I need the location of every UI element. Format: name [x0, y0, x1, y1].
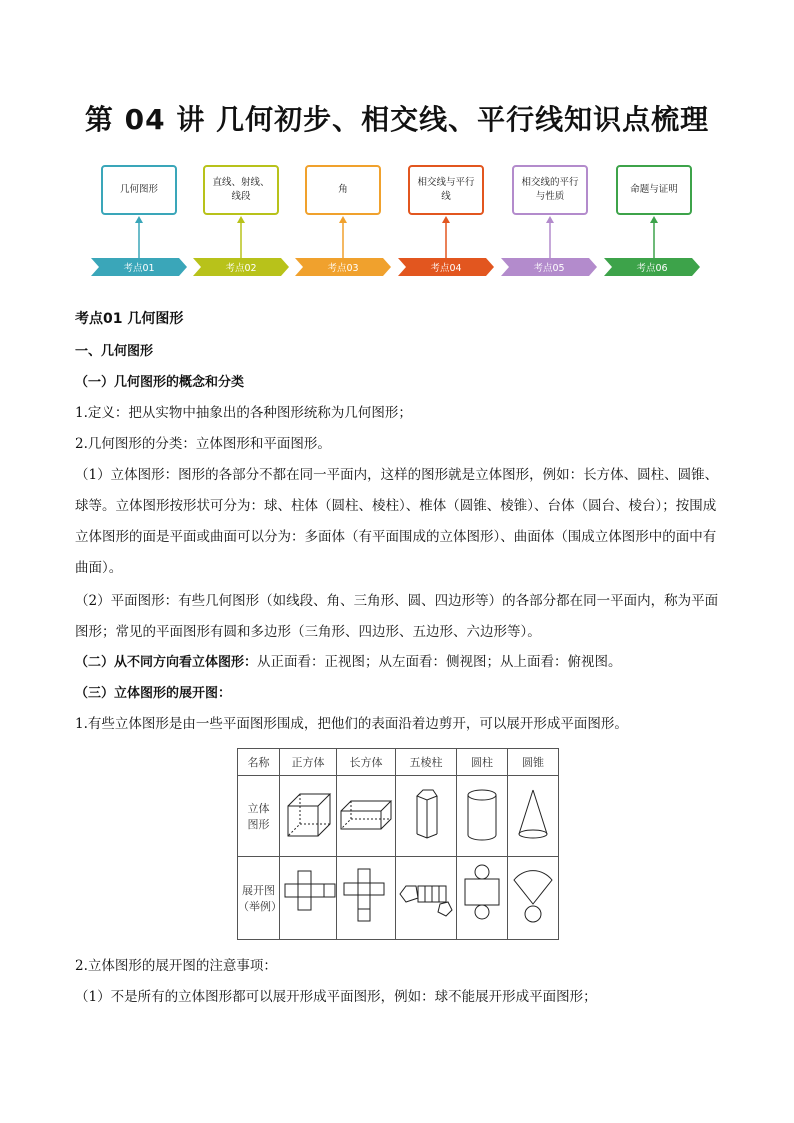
subheading-unfold: （三）立体图形的展开图：: [75, 686, 232, 701]
notes-heading: 2.立体图形的展开图的注意事项：: [75, 958, 277, 974]
flow-tag-4-label: 考点04: [430, 263, 462, 274]
solids-nets-table: [237, 748, 559, 940]
flow-tag-5-label: 考点05: [533, 263, 565, 274]
cone-solid-icon: [516, 787, 550, 843]
table-header-cube: 正方体: [280, 749, 337, 776]
cube-net-cell: [280, 857, 337, 940]
paragraph-solid-figures: （1）立体图形：图形的各部分不都在同一平面内，这样的图形就是立体图形，例如：长方体、圆柱、圆锥、球等。立体图形按形状可分为：球、柱体（圆柱、棱柱）、椎体（圆锥、棱锥）、台体（圆台、棱台）；按围成立体图形的面是平面或曲面可以分为：多面体（有平面围成的立体图形）、曲面体（围成立体图形中的面中有曲面）。: [75, 467, 719, 576]
page-title: 第 04 讲 几何初步、相交线、平行线知识点梳理: [84, 103, 710, 136]
topic-flow-diagram: [88, 160, 708, 282]
flow-tag-3-label: 考点03: [327, 263, 359, 274]
cuboid-solid-icon: [337, 797, 395, 833]
flow-tag-5: [501, 258, 597, 276]
row-net-label-1: 展开图: [242, 884, 275, 897]
views-heading: （二）从不同方向看立体图形：: [75, 655, 258, 670]
flow-tag-1: [91, 258, 187, 276]
cuboid-net-icon: [338, 867, 394, 927]
cylinder-solid-icon: [465, 787, 499, 843]
row-net-label-2: （举例）: [238, 900, 282, 913]
flow-box-2-label: 直线、射线、线段: [212, 177, 270, 202]
views-body: 从正面看：正视图；从左面看：侧视图；从上面看：俯视图。: [257, 654, 622, 670]
definition-line: 1.定义：把从实物中抽象出的各种图形统称为几何图形；: [75, 405, 412, 421]
paragraph-plane-figures: （2）平面图形：有些几何图形（如线段、角、三角形、圆、四边形等）的各部分都在同一平面内，称为平面图形；常见的平面图形有圆和多边形（三角形、四边形、五边形、六边形等）。: [75, 593, 719, 640]
flow-tag-2: [193, 258, 289, 276]
cylinder-net-icon: [457, 864, 507, 930]
flow-box-4-label: 相交线与平行线: [417, 177, 475, 202]
cube-net-icon: [280, 869, 336, 925]
row-solid-label: [238, 776, 280, 857]
table-header-pentagonal-prism: 五棱柱: [396, 749, 457, 776]
flow-arrowhead-1: [135, 216, 143, 223]
cuboid-net-cell: [337, 857, 396, 940]
cylinder-solid-cell: [457, 776, 508, 857]
views-line: [75, 655, 735, 670]
pentagonal-prism-net-icon: [396, 872, 456, 922]
flow-box-5-label: 相交线的平行与性质: [521, 177, 579, 202]
flow-connectors: [88, 160, 708, 260]
flow-tag-4: [398, 258, 494, 276]
table-header-cone: 圆锥: [508, 749, 559, 776]
flow-tag-2-label: 考点02: [225, 263, 257, 274]
cone-net-cell: [508, 857, 559, 940]
section-heading: 考点01 几何图形: [75, 311, 184, 327]
flow-box-1-label: 几何图形: [119, 184, 158, 195]
flow-arrowhead-4: [442, 216, 450, 223]
cuboid-solid-cell: [337, 776, 396, 857]
prism-net-cell: [396, 857, 457, 940]
cube-solid-cell: [280, 776, 337, 857]
flow-arrowhead-6: [650, 216, 658, 223]
flow-box-3-label: 角: [338, 184, 348, 195]
classification-line: 2.几何图形的分类：立体图形和平面图形。: [75, 436, 331, 452]
flow-arrowhead-2: [237, 216, 245, 223]
subheading-1: 一、几何图形: [75, 344, 154, 359]
flow-tag-1-label: 考点01: [123, 263, 155, 274]
cone-solid-cell: [508, 776, 559, 857]
cone-net-icon: [508, 864, 558, 930]
flow-box-6-label: 命题与证明: [630, 184, 678, 195]
table-header-name: 名称: [238, 749, 280, 776]
flow-arrowhead-3: [339, 216, 347, 223]
pentagonal-prism-solid-icon: [411, 786, 441, 844]
unfold-line-1: 1.有些立体图形是由一些平面图形围成，把他们的表面沿着边剪开，可以展开形成平面图形。: [75, 716, 628, 732]
row-solid-label-2: 图形: [247, 818, 270, 831]
prism-solid-cell: [396, 776, 457, 857]
cube-solid-icon: [282, 790, 334, 840]
row-solid-label-1: 立体: [247, 802, 270, 815]
row-net-label: [238, 857, 280, 940]
flow-tag-3: [295, 258, 391, 276]
cylinder-net-cell: [457, 857, 508, 940]
flow-tag-6-label: 考点06: [636, 263, 668, 274]
table-header-cuboid: 长方体: [337, 749, 396, 776]
flow-arrowhead-5: [546, 216, 554, 223]
flow-tag-6: [604, 258, 700, 276]
subheading-1-1: （一）几何图形的概念和分类: [75, 375, 245, 390]
table-header-cylinder: 圆柱: [457, 749, 508, 776]
note-1: （1）不是所有的立体图形都可以展开形成平面图形，例如：球不能展开形成平面图形；: [75, 989, 597, 1005]
